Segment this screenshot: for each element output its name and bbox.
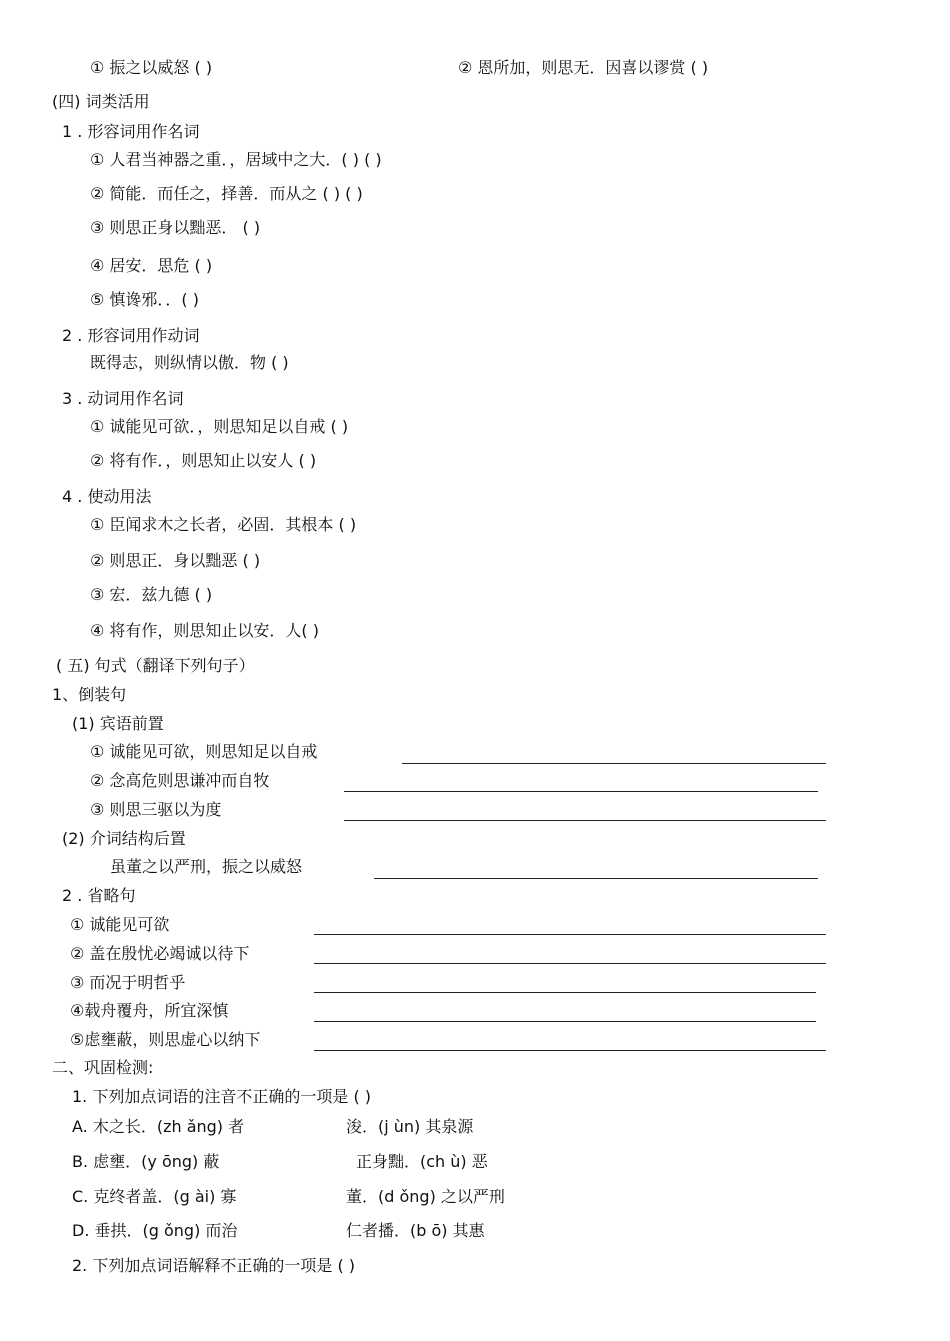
text-line: 董．(d ǒng) 之以严刑 [346, 1187, 505, 1206]
text-line: C. 克终者盖．(g ài) 寡 [72, 1187, 237, 1206]
answer-blank-line[interactable] [344, 791, 818, 792]
text-line: ② 则思正．身以黜恶 ( ) [90, 551, 261, 570]
text-line: 2. 下列加点词语解释不正确的一项是 ( ) [72, 1256, 356, 1275]
text-line: ② 将有作．，则思知止以安人 ( ) [90, 451, 317, 470]
text-line: 1、倒装句 [52, 685, 127, 704]
text-line: ① 人君当神器之重．，居域中之大．( ) ( ) [90, 150, 382, 169]
text-line: ( 五) 句式（翻译下列句子） [56, 656, 255, 675]
text-line: ② 恩所加，则思无．因喜以谬赏 ( ) [458, 58, 709, 77]
text-line: ④ 居安．思危 ( ) [90, 256, 213, 275]
text-line: ⑤ 慎谗邪．．( ) [90, 290, 200, 309]
text-line: 2 . 形容词用作动词 [62, 326, 200, 345]
text-line: ② 盖在殷忧必竭诚以待下 [70, 944, 250, 963]
text-line: ③ 而况于明哲乎 [70, 973, 186, 992]
text-line: 正身黜．(ch ù) 恶 [356, 1152, 488, 1171]
text-line: ⑤虑壅蔽，则思虚心以纳下 [70, 1030, 261, 1049]
text-line: 1 . 形容词用作名词 [62, 122, 200, 141]
text-line: (1) 宾语前置 [72, 714, 164, 733]
text-line: ① 振之以威怒 ( ) [90, 58, 213, 77]
text-line: ③ 则思三驱以为度 [90, 800, 222, 819]
text-line: D. 垂拱．(g ǒng) 而治 [72, 1221, 238, 1240]
answer-blank-line[interactable] [374, 878, 818, 879]
text-line: 4 . 使动用法 [62, 487, 152, 506]
text-line: 2 . 省略句 [62, 886, 136, 905]
answer-blank-line[interactable] [314, 1021, 816, 1022]
answer-blank-line[interactable] [314, 992, 816, 993]
answer-blank-line[interactable] [314, 963, 826, 964]
text-line: 1. 下列加点词语的注音不正确的一项是 ( ) [72, 1087, 372, 1106]
text-line: ① 臣闻求木之长者，必固．其根本 ( ) [90, 515, 357, 534]
text-line: ① 诚能见可欲．，则思知足以自戒 ( ) [90, 417, 349, 436]
answer-blank-line[interactable] [344, 820, 826, 821]
text-line: B. 虑壅．(y ōng) 蔽 [72, 1152, 220, 1171]
text-line: ① 诚能见可欲，则思知足以自戒 [90, 742, 318, 761]
text-line: A. 木之长．(zh ǎng) 者 [72, 1117, 245, 1136]
text-line: ② 简能．而任之，择善．而从之 ( ) ( ) [90, 184, 363, 203]
text-line: ① 诚能见可欲 [70, 915, 170, 934]
text-line: 仁者播．(b ō) 其惠 [346, 1221, 485, 1240]
answer-blank-line[interactable] [402, 763, 826, 764]
text-line: ④ 将有作，则思知止以安．人( ) [90, 621, 320, 640]
text-line: (四) 词类活用 [52, 92, 150, 111]
text-line: 二、巩固检测: [52, 1058, 154, 1077]
answer-blank-line[interactable] [314, 934, 826, 935]
text-line: ② 念高危则思谦冲而自牧 [90, 771, 270, 790]
text-line: 虽董之以严刑，振之以威怒 [110, 857, 303, 876]
text-line: (2) 介词结构后置 [62, 829, 186, 848]
text-line: 浚．(j ùn) 其泉源 [346, 1117, 474, 1136]
text-line: 3 . 动词用作名词 [62, 389, 184, 408]
text-line: ③ 则思正身以黜恶． ( ) [90, 218, 261, 237]
text-line: ④载舟覆舟，所宜深慎 [70, 1001, 229, 1020]
text-line: ③ 宏．兹九德 ( ) [90, 585, 213, 604]
answer-blank-line[interactable] [314, 1050, 826, 1051]
text-line: 既得志，则纵情以傲．物 ( ) [90, 353, 289, 372]
